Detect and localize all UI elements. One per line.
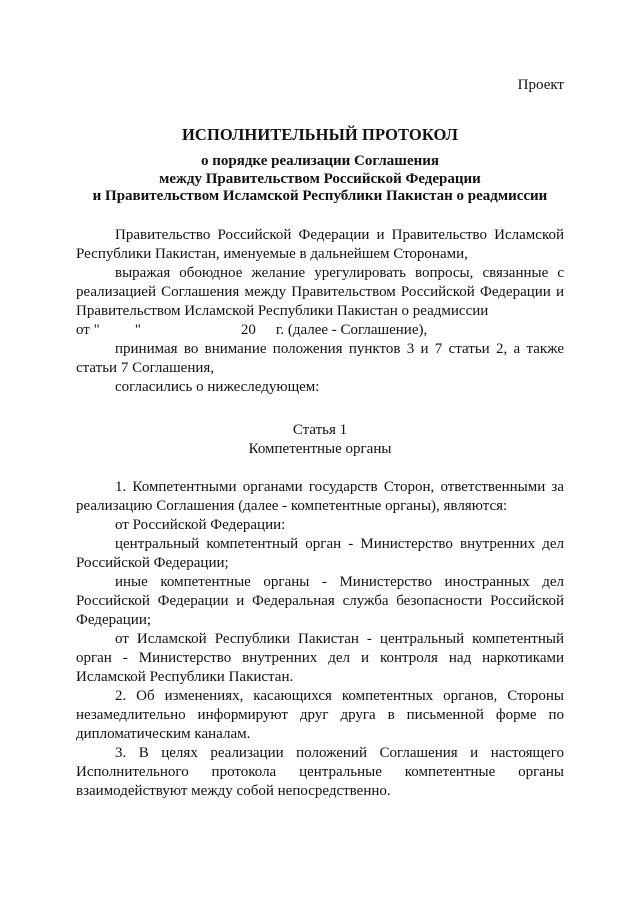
article-1-paragraph: 2. Об изменениях, касающихся компетентных органов, Стороны незамедлительно информируют друг друга в письменной форме по дипломатическим каналам. xyxy=(76,688,564,742)
preamble-agreed: согласились о нижеследующем: xyxy=(115,379,320,395)
date-rest: г. (далее - Соглашение), xyxy=(275,322,428,338)
document-title-block xyxy=(0,125,640,206)
subtitle-line-1: о порядке реализации Соглашения xyxy=(200,153,440,169)
preamble-date-line xyxy=(76,321,564,340)
article-1-paragraph: иные компетентные органы - Министерство иностранных дел Российской Федерации и Федеральная служба безопасности Российской Федерации; xyxy=(76,574,564,628)
article-1-title: Компетентные органы xyxy=(248,441,392,457)
article-1-number: Статья 1 xyxy=(292,422,348,438)
document-title: ИСПОЛНИТЕЛЬНЫЙ ПРОТОКОЛ xyxy=(182,125,458,144)
article-1-paragraph: центральный компетентный орган - Министерство внутренних дел Российской Федерации; xyxy=(76,536,564,571)
article-1-paragraph: от Российской Федерации: xyxy=(115,517,286,533)
date-year: 20 xyxy=(240,322,256,338)
draft-stamp: Проект xyxy=(517,77,564,93)
document-body xyxy=(76,226,564,801)
preamble-parties: Правительство Российской Федерации и Правительство Исламской Республики Пакистан, именуемые в дальнейшем Сторонами, xyxy=(76,227,564,262)
article-1-paragraph: от Исламской Республики Пакистан - центральный компетентный орган - Министерство внутренних дел и контроля над наркотиками Исламской Республики Пакистан. xyxy=(76,631,564,685)
date-open-quote: от " xyxy=(76,322,100,338)
date-close-quote: " xyxy=(134,322,141,338)
preamble-considering: принимая во внимание положения пунктов 3 и 7 статьи 2, а также статьи 7 Соглашения, xyxy=(76,341,564,376)
article-1-paragraph: 1. Компетентными органами государств Сторон, ответственными за реализацию Соглашения (далее - компетентные органы), являются: xyxy=(76,479,564,514)
subtitle-line-2: между Правительством Российской Федерации xyxy=(159,170,481,187)
preamble-desire: выражая обоюдное желание урегулировать вопросы, связанные с реализацией Соглашения между Правительством Российской Федерации и Правительством Исламской Республики Пакистан о реадмиссии xyxy=(76,265,564,319)
article-1-paragraph: 3. В целях реализации положений Соглашения и настоящего Исполнительного протокола центральные компетентные органы взаимодействуют между собой непосредственно. xyxy=(76,745,564,799)
subtitle-line-3: и Правительством Исламской Республики Пакистан о реадмиссии xyxy=(92,188,548,204)
